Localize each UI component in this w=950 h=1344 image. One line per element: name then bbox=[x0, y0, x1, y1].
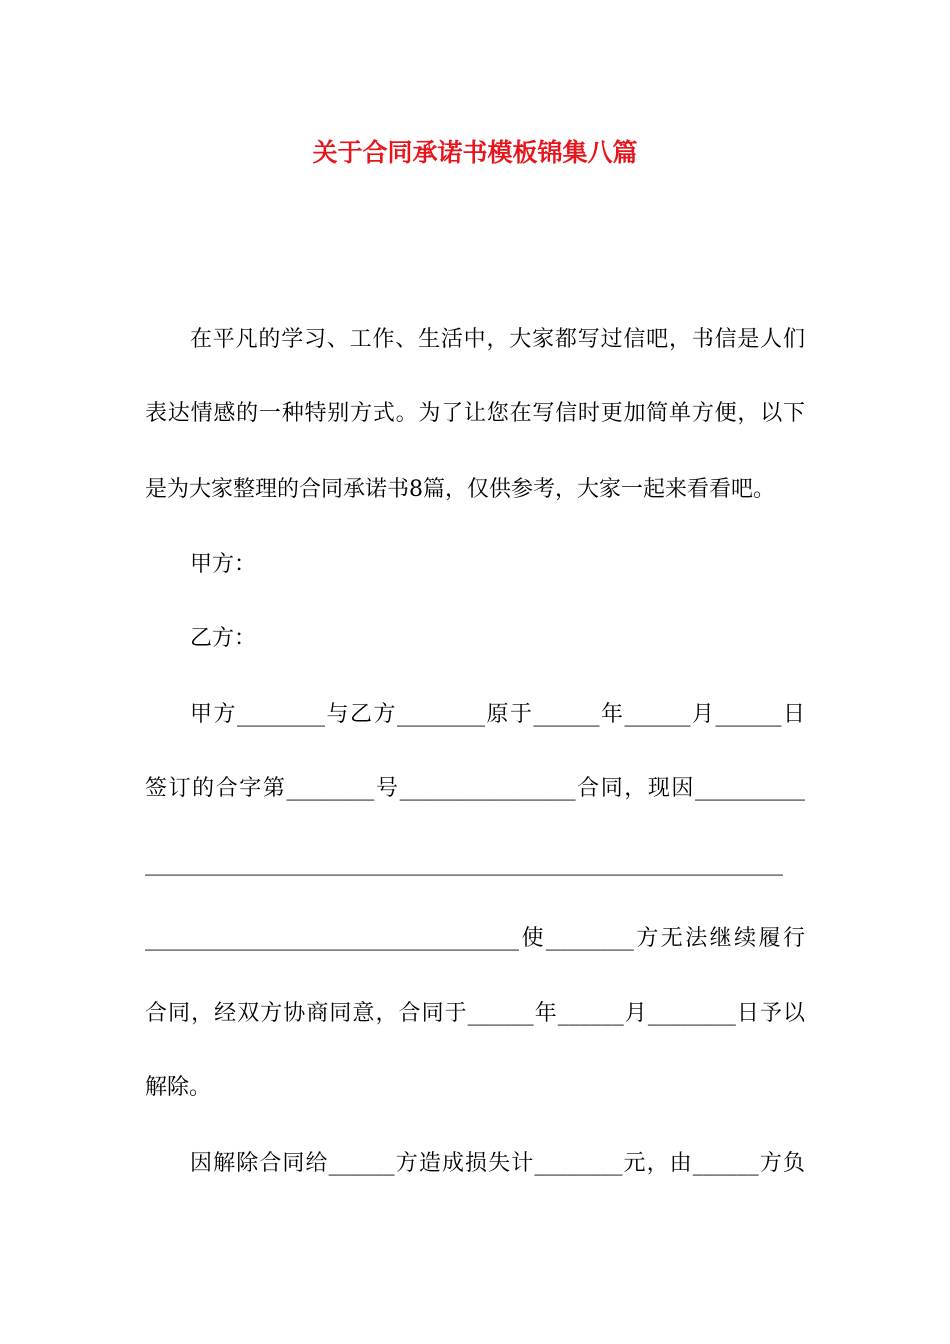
document-title: 关于合同承诺书模板锦集八篇 bbox=[312, 138, 638, 167]
contract-line-6: 解除。 bbox=[145, 1075, 212, 1100]
contract-line-4: __________________________________使________方无法继续履行 bbox=[145, 926, 805, 951]
paragraph-line-2: 表达情感的一种特别方式。为了让您在写信时更加简单方便，以下 bbox=[145, 401, 805, 426]
contract-line-1: 甲方________与乙方________原于______年______月______日 bbox=[190, 702, 805, 727]
contract-line-5: 合同，经双方协商同意，合同于______年______月________日予以 bbox=[145, 1001, 805, 1026]
contract-line-2: 签订的合字第________号________________合同，现因__________ bbox=[145, 776, 805, 801]
contract-line-3: __________________________________________________________ bbox=[145, 851, 783, 876]
party-b-label: 乙方： bbox=[190, 626, 257, 651]
paragraph-line-1: 在平凡的学习、工作、生活中，大家都写过信吧，书信是人们 bbox=[190, 327, 805, 352]
party-a-label: 甲方： bbox=[190, 552, 257, 577]
contract-line-7: 因解除合同给______方造成损失计________元，由______方负 bbox=[190, 1151, 805, 1176]
paragraph-line-3: 是为大家整理的合同承诺书8篇，仅供参考，大家一起来看看吧。 bbox=[145, 477, 775, 502]
